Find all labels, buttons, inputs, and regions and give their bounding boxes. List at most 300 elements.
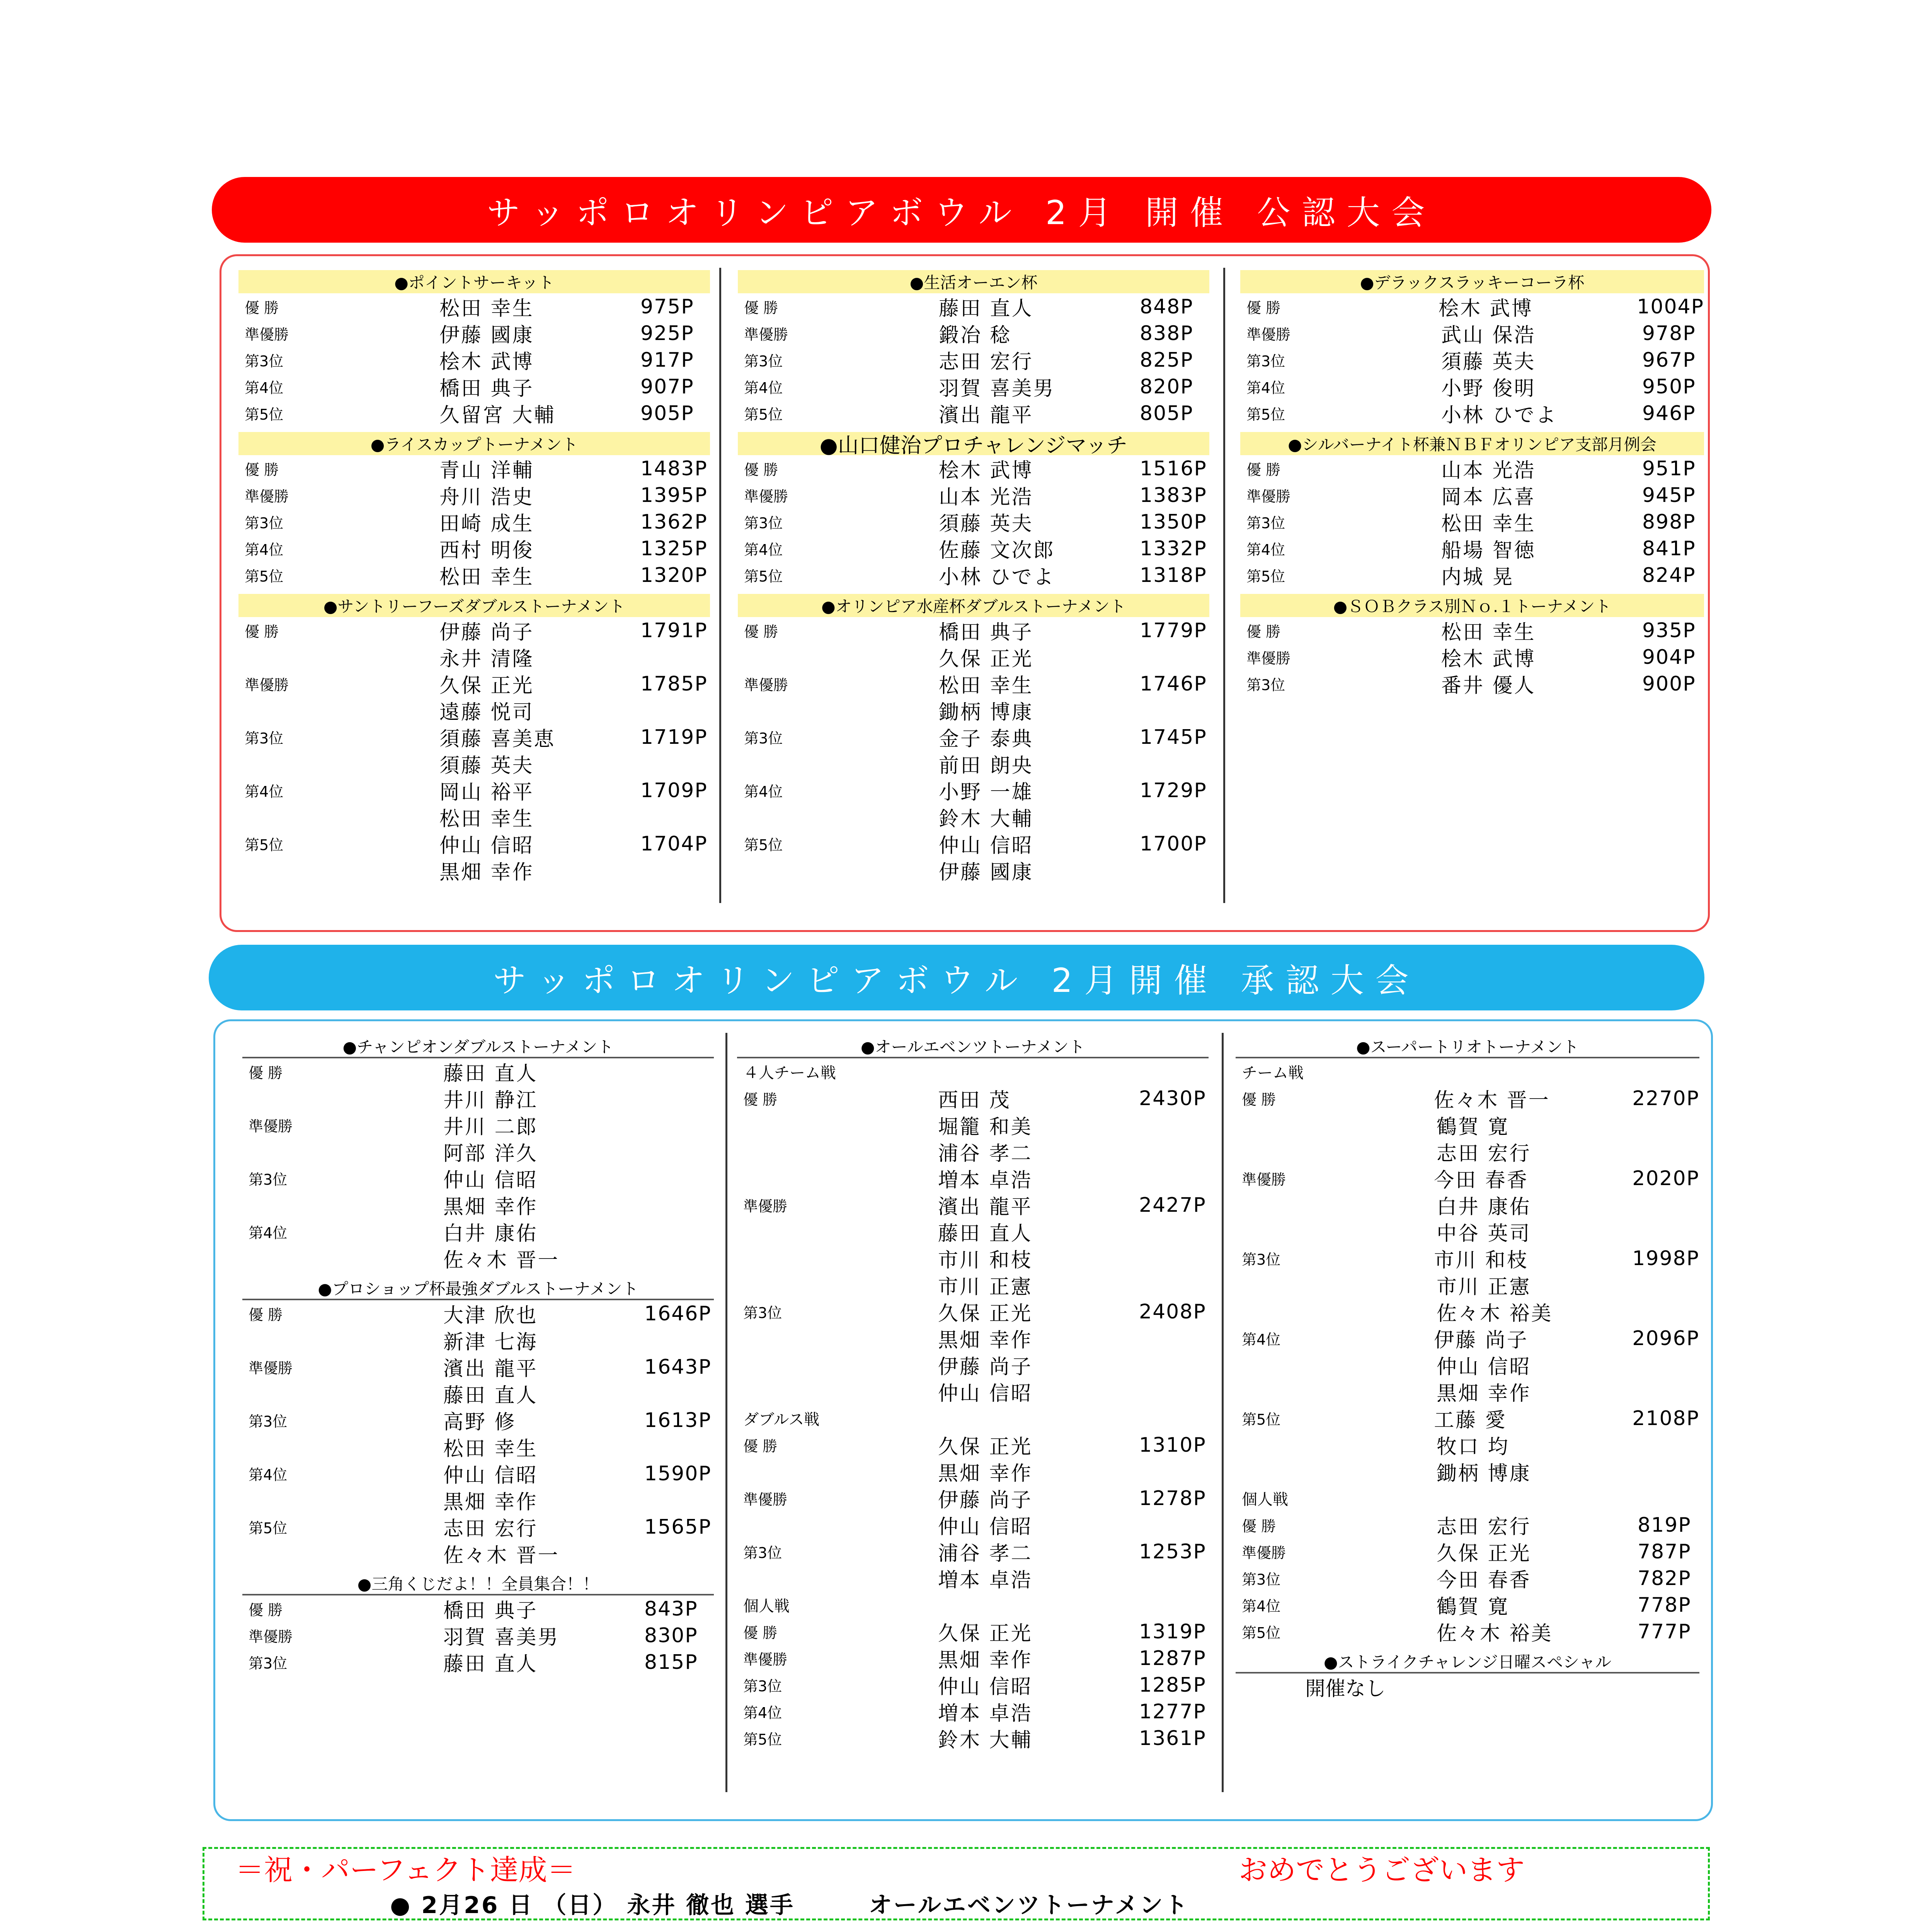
player-name: 藤田 直人 bbox=[443, 1062, 538, 1085]
result-row bbox=[1236, 1298, 1699, 1325]
tournament-name: ●ＳＯＢクラス別Ｎｏ.１トーナメント bbox=[1240, 594, 1704, 617]
result-row bbox=[238, 509, 710, 535]
result-row bbox=[737, 1245, 1209, 1272]
player-name: 仲山 信昭 bbox=[939, 834, 1033, 857]
rank-label: 第4位 bbox=[245, 541, 284, 558]
player-name: 志田 宏行 bbox=[443, 1517, 538, 1541]
score: 1383P bbox=[1140, 483, 1207, 507]
player-name: 黒畑 幸作 bbox=[443, 1491, 538, 1514]
rank-label: 第3位 bbox=[744, 515, 783, 532]
score: 2270P bbox=[1632, 1087, 1699, 1110]
rank-label: 第4位 bbox=[743, 1704, 782, 1721]
score: 1746P bbox=[1140, 672, 1207, 696]
result-row bbox=[242, 1327, 714, 1354]
rank-label: 第5位 bbox=[744, 837, 783, 854]
player-name: 伊藤 國康 bbox=[939, 861, 1033, 884]
score: 967P bbox=[1642, 348, 1696, 372]
score: 950P bbox=[1642, 375, 1696, 398]
score: 778P bbox=[1638, 1593, 1691, 1617]
player-name: 濱出 龍平 bbox=[939, 404, 1033, 427]
score: 1745P bbox=[1140, 725, 1207, 749]
result-row bbox=[1240, 482, 1704, 509]
result-row bbox=[738, 509, 1209, 535]
player-name: 久保 正光 bbox=[939, 648, 1033, 671]
result-row bbox=[738, 724, 1209, 750]
result-row bbox=[737, 1618, 1209, 1645]
rank-label: 第3位 bbox=[743, 1678, 782, 1695]
division-label: ダブルス戦 bbox=[743, 1411, 820, 1429]
result-row bbox=[242, 1514, 714, 1540]
result-row bbox=[238, 644, 710, 670]
rank-label: 第5位 bbox=[245, 568, 284, 585]
result-row bbox=[1236, 1378, 1699, 1405]
player-name: 舟川 浩史 bbox=[439, 486, 534, 509]
rank-label: 優 勝 bbox=[1246, 461, 1281, 478]
result-row bbox=[738, 320, 1209, 347]
result-row bbox=[738, 644, 1209, 670]
rank-label: 準優勝 bbox=[743, 1491, 788, 1508]
player-name: 西村 明俊 bbox=[439, 539, 534, 562]
rank-label: 第4位 bbox=[245, 379, 284, 396]
rank-label: 第3位 bbox=[1242, 1251, 1281, 1268]
result-row bbox=[1240, 670, 1704, 697]
result-row bbox=[242, 1595, 714, 1622]
score: 1362P bbox=[640, 510, 708, 534]
rank-label: 優 勝 bbox=[245, 623, 279, 640]
player-name: 増本 卓浩 bbox=[938, 1702, 1033, 1725]
rank-label: 準優勝 bbox=[1246, 326, 1291, 343]
rank-label: 第5位 bbox=[744, 568, 783, 585]
player-name: 黒畑 幸作 bbox=[938, 1329, 1033, 1352]
rank-label: 優 勝 bbox=[1242, 1091, 1276, 1108]
result-row bbox=[1236, 1565, 1699, 1592]
result-row bbox=[242, 1300, 714, 1327]
result-row bbox=[242, 1085, 714, 1112]
rank-label: 準優勝 bbox=[245, 326, 289, 343]
rank-label: 第3位 bbox=[744, 730, 783, 747]
result-row bbox=[737, 1165, 1209, 1192]
tournament-name: ●スーパートリオトーナメント bbox=[1236, 1035, 1699, 1058]
rank-label: 準優勝 bbox=[743, 1198, 788, 1215]
result-row bbox=[242, 1058, 714, 1085]
rank-label: 第5位 bbox=[743, 1731, 782, 1748]
result-row bbox=[242, 1112, 714, 1138]
player-name: 濱出 龍平 bbox=[938, 1196, 1033, 1219]
rank-label: 第5位 bbox=[1242, 1624, 1281, 1641]
result-row bbox=[238, 535, 710, 562]
player-name: 市川 正憲 bbox=[1437, 1276, 1531, 1299]
player-name: 藤田 直人 bbox=[939, 297, 1033, 320]
result-row bbox=[242, 1354, 714, 1380]
results-column bbox=[242, 1030, 714, 1675]
result-row bbox=[238, 857, 710, 884]
result-row bbox=[242, 1622, 714, 1649]
player-name: 岡本 広喜 bbox=[1441, 486, 1536, 509]
player-name: 仲山 信昭 bbox=[443, 1464, 538, 1487]
score: 1278P bbox=[1139, 1486, 1206, 1510]
result-row bbox=[737, 1565, 1209, 1592]
result-row bbox=[738, 697, 1209, 724]
rank-label: 優 勝 bbox=[743, 1624, 778, 1641]
player-name: 志田 宏行 bbox=[939, 350, 1033, 374]
player-name: 久保 正光 bbox=[1437, 1542, 1531, 1565]
result-row bbox=[738, 347, 1209, 373]
rank-label: 優 勝 bbox=[744, 299, 778, 316]
result-row bbox=[1236, 1618, 1699, 1645]
rank-label: 優 勝 bbox=[245, 461, 279, 478]
tournament-name: ●三角くじだよ！！全員集合！！ bbox=[242, 1572, 714, 1595]
rank-label: 第3位 bbox=[1246, 677, 1285, 694]
player-name: 黒畑 幸作 bbox=[938, 1462, 1033, 1485]
result-row bbox=[1240, 562, 1704, 588]
score: 945P bbox=[1642, 483, 1696, 507]
player-name: 小野 一雄 bbox=[939, 781, 1033, 804]
approved-tournament-banner: サッポロオリンピアボウル 2月開催 承認大会 bbox=[209, 945, 1704, 1010]
player-name: 黒畑 幸作 bbox=[443, 1196, 538, 1219]
result-row bbox=[1236, 1458, 1699, 1485]
note-row bbox=[1236, 1673, 1699, 1700]
result-row bbox=[1236, 1165, 1699, 1192]
rank-label: 第3位 bbox=[245, 730, 284, 747]
rank-label: 第5位 bbox=[1246, 406, 1285, 423]
player-name: 仲山 信昭 bbox=[439, 834, 534, 857]
approved-results-panel bbox=[213, 1019, 1713, 1821]
score: 905P bbox=[640, 401, 694, 425]
score: 1320P bbox=[640, 563, 708, 587]
player-name: 橋田 典子 bbox=[939, 621, 1033, 644]
result-row bbox=[238, 320, 710, 347]
score: 951P bbox=[1642, 457, 1696, 480]
result-row bbox=[238, 830, 710, 857]
score: 1791P bbox=[640, 619, 708, 642]
player-name: 堀籠 和美 bbox=[938, 1116, 1033, 1139]
rank-label: 優 勝 bbox=[744, 461, 778, 478]
rank-label: 第4位 bbox=[744, 783, 783, 800]
player-name: 今田 春香 bbox=[1437, 1569, 1531, 1592]
result-row bbox=[738, 750, 1209, 777]
rank-label: 第3位 bbox=[245, 353, 284, 370]
player-name: 佐藤 文次郎 bbox=[939, 539, 1055, 562]
score: 1516P bbox=[1140, 457, 1207, 480]
player-name: 武山 保浩 bbox=[1441, 324, 1536, 347]
result-row bbox=[737, 1218, 1209, 1245]
division-label: ４人チーム戦 bbox=[743, 1064, 836, 1082]
result-row bbox=[242, 1540, 714, 1567]
player-name: 佐々木 裕美 bbox=[1437, 1302, 1553, 1325]
player-name: 藤田 直人 bbox=[938, 1222, 1033, 1245]
player-name: 浦谷 孝二 bbox=[938, 1142, 1033, 1165]
result-row bbox=[238, 482, 710, 509]
player-name: 志田 宏行 bbox=[1437, 1515, 1531, 1539]
score: 1361P bbox=[1139, 1726, 1206, 1750]
result-row bbox=[238, 400, 710, 427]
score: 820P bbox=[1140, 375, 1193, 398]
player-name: 前田 朗央 bbox=[939, 754, 1033, 777]
rank-label: 優 勝 bbox=[249, 1306, 283, 1323]
result-row bbox=[1240, 509, 1704, 535]
rank-label: 第4位 bbox=[744, 379, 783, 396]
perfect-title: ＝祝・パーフェクト達成＝ bbox=[235, 1854, 576, 1887]
player-name: 鶴賀 寛 bbox=[1437, 1595, 1510, 1619]
player-name: 今田 春香 bbox=[1434, 1169, 1529, 1192]
result-row bbox=[738, 777, 1209, 804]
result-row bbox=[238, 804, 710, 830]
player-name: 市川 和枝 bbox=[1434, 1249, 1529, 1272]
rank-label: 準優勝 bbox=[744, 677, 788, 694]
score: 830P bbox=[644, 1624, 698, 1647]
results-column bbox=[737, 1030, 1209, 1752]
score: 1483P bbox=[640, 457, 708, 480]
result-row bbox=[738, 670, 1209, 697]
score: 1285P bbox=[1139, 1673, 1206, 1697]
official-tournament-banner: サッポロオリンピアボウル 2月 開催 公認大会 bbox=[212, 177, 1711, 243]
rank-label: 優 勝 bbox=[1246, 623, 1281, 640]
result-row bbox=[1236, 1272, 1699, 1298]
result-row bbox=[737, 1192, 1209, 1218]
player-name: 永井 清隆 bbox=[439, 648, 534, 671]
rank-label: 優 勝 bbox=[743, 1091, 778, 1108]
rank-label: 第4位 bbox=[245, 783, 284, 800]
result-row bbox=[737, 1698, 1209, 1725]
score: 1310P bbox=[1139, 1433, 1206, 1457]
score: 819P bbox=[1638, 1513, 1691, 1537]
score: 975P bbox=[640, 295, 694, 318]
player-name: 須藤 英夫 bbox=[1441, 350, 1536, 374]
result-row bbox=[738, 535, 1209, 562]
score: 1590P bbox=[644, 1462, 712, 1485]
rank-label: 準優勝 bbox=[1246, 650, 1291, 667]
player-name: 阿部 洋久 bbox=[443, 1142, 538, 1165]
player-name: 西田 茂 bbox=[938, 1089, 1011, 1112]
result-row bbox=[238, 347, 710, 373]
results-column bbox=[738, 265, 1209, 884]
score: 1253P bbox=[1139, 1540, 1206, 1563]
player-name: 山本 光浩 bbox=[1441, 459, 1536, 482]
player-name: 須藤 英夫 bbox=[939, 512, 1033, 536]
score: 1277P bbox=[1139, 1700, 1206, 1723]
score: 2430P bbox=[1139, 1087, 1206, 1110]
rank-label: 第5位 bbox=[1246, 568, 1285, 585]
tournament-name: ●生活オーエン杯 bbox=[738, 270, 1209, 293]
result-row bbox=[1236, 1218, 1699, 1245]
player-name: 松田 幸生 bbox=[1441, 621, 1536, 644]
player-name: 橋田 典子 bbox=[439, 377, 534, 400]
result-row bbox=[737, 1112, 1209, 1138]
score: 841P bbox=[1642, 537, 1696, 560]
result-row bbox=[242, 1460, 714, 1487]
player-name: 久保 正光 bbox=[938, 1622, 1033, 1645]
result-row bbox=[1240, 644, 1704, 670]
result-row bbox=[238, 562, 710, 588]
rank-label: 優 勝 bbox=[249, 1065, 283, 1082]
score: 1318P bbox=[1140, 563, 1207, 587]
player-name: 高野 修 bbox=[443, 1411, 516, 1434]
player-name: 内城 晃 bbox=[1441, 566, 1514, 589]
result-row bbox=[738, 293, 1209, 320]
score: 1287P bbox=[1139, 1646, 1206, 1670]
result-row bbox=[737, 1485, 1209, 1512]
result-row bbox=[1236, 1352, 1699, 1378]
rank-label: 準優勝 bbox=[249, 1118, 293, 1135]
score: 1779P bbox=[1140, 619, 1207, 642]
score: 1350P bbox=[1140, 510, 1207, 534]
score: 1565P bbox=[644, 1515, 712, 1539]
rank-label: 第4位 bbox=[1242, 1598, 1281, 1615]
result-row bbox=[737, 1138, 1209, 1165]
player-name: 伊藤 尚子 bbox=[439, 621, 534, 644]
official-results-panel bbox=[220, 254, 1710, 932]
player-name: 牧口 均 bbox=[1437, 1435, 1510, 1459]
rank-label: 優 勝 bbox=[743, 1438, 778, 1455]
result-row bbox=[737, 1432, 1209, 1458]
result-row bbox=[238, 293, 710, 320]
result-row bbox=[738, 617, 1209, 644]
result-row bbox=[1240, 347, 1704, 373]
result-row bbox=[738, 857, 1209, 884]
division-label: チーム戦 bbox=[1242, 1064, 1304, 1082]
score: 1700P bbox=[1140, 832, 1207, 855]
rank-label: 優 勝 bbox=[1242, 1518, 1276, 1535]
rank-label: 第3位 bbox=[743, 1544, 782, 1561]
tournament-name: ●シルバーナイト杯兼ＮＢＦオリンピア支部月例会 bbox=[1240, 432, 1704, 455]
score: 848P bbox=[1140, 295, 1193, 318]
result-row bbox=[737, 1672, 1209, 1698]
result-row bbox=[1236, 1538, 1699, 1565]
result-row bbox=[1240, 400, 1704, 427]
player-name: 増本 卓浩 bbox=[938, 1169, 1033, 1192]
score: 925P bbox=[640, 321, 694, 345]
result-row bbox=[238, 697, 710, 724]
player-name: 遠藤 悦司 bbox=[439, 701, 534, 724]
player-name: 佐々木 晋一 bbox=[1434, 1089, 1550, 1112]
score: 1646P bbox=[644, 1302, 712, 1325]
result-row bbox=[238, 750, 710, 777]
score: 1643P bbox=[644, 1355, 712, 1379]
score: 1004P bbox=[1637, 295, 1704, 318]
player-name: 小野 俊明 bbox=[1441, 377, 1536, 400]
player-name: 井川 静江 bbox=[443, 1089, 538, 1112]
score: 1998P bbox=[1632, 1247, 1699, 1270]
perfect-game-notice bbox=[203, 1847, 1710, 1920]
player-name: 佐々木 晋一 bbox=[443, 1544, 560, 1567]
score: 777P bbox=[1638, 1620, 1691, 1643]
player-name: 桧木 武博 bbox=[939, 459, 1033, 482]
rank-label: 優 勝 bbox=[744, 623, 778, 640]
player-name: 志田 宏行 bbox=[1437, 1142, 1531, 1165]
score: 843P bbox=[644, 1597, 698, 1621]
division-label: 個人戦 bbox=[743, 1597, 790, 1615]
player-name: 鈴木 大輔 bbox=[939, 808, 1033, 831]
player-name: 藤田 直人 bbox=[443, 1653, 538, 1676]
rank-label: 第5位 bbox=[249, 1520, 288, 1537]
player-name: 須藤 喜美恵 bbox=[439, 728, 556, 751]
player-name: 久保 正光 bbox=[938, 1435, 1033, 1459]
rank-label: 第4位 bbox=[249, 1466, 288, 1483]
player-name: 岡山 裕平 bbox=[439, 781, 534, 804]
score: 904P bbox=[1642, 645, 1696, 669]
result-row bbox=[737, 1298, 1209, 1325]
rank-label: 準優勝 bbox=[744, 488, 788, 505]
score: 935P bbox=[1642, 619, 1696, 642]
score: 2020P bbox=[1632, 1167, 1699, 1190]
score: 838P bbox=[1140, 321, 1193, 345]
result-row bbox=[242, 1165, 714, 1192]
player-name: 伊藤 尚子 bbox=[938, 1355, 1033, 1379]
rank-label: 準優勝 bbox=[245, 677, 289, 694]
player-name: 黒畑 幸作 bbox=[938, 1649, 1033, 1672]
rank-label: 第3位 bbox=[744, 353, 783, 370]
player-name: 中谷 英司 bbox=[1437, 1222, 1531, 1245]
note-text: 開催なし bbox=[1305, 1677, 1386, 1701]
result-row bbox=[737, 1458, 1209, 1485]
rank-label: 第4位 bbox=[1246, 379, 1285, 396]
player-name: 青山 洋輔 bbox=[439, 459, 534, 482]
score: 946P bbox=[1642, 401, 1696, 425]
rank-label: 準優勝 bbox=[743, 1651, 788, 1668]
score: 1709P bbox=[640, 779, 708, 802]
player-name: 田崎 成生 bbox=[439, 512, 534, 536]
result-row bbox=[1236, 1432, 1699, 1458]
score: 824P bbox=[1642, 563, 1696, 587]
score: 787P bbox=[1638, 1540, 1691, 1563]
rank-label: 第3位 bbox=[743, 1304, 782, 1321]
rank-label: 第4位 bbox=[1242, 1331, 1281, 1348]
result-row bbox=[1236, 1138, 1699, 1165]
tournament-name: ●ライスカップトーナメント bbox=[238, 432, 710, 455]
result-row bbox=[737, 1725, 1209, 1752]
rank-label: 第3位 bbox=[1246, 515, 1285, 532]
player-name: 仲山 信昭 bbox=[938, 1675, 1033, 1699]
result-row bbox=[1236, 1112, 1699, 1138]
player-name: 市川 正憲 bbox=[938, 1276, 1033, 1299]
score: 1704P bbox=[640, 832, 708, 855]
player-name: 船場 智徳 bbox=[1441, 539, 1536, 562]
result-row bbox=[1240, 617, 1704, 644]
player-name: 桧木 武博 bbox=[439, 350, 534, 374]
tournament-name: ●サントリーフーズダブルストーナメント bbox=[238, 594, 710, 617]
player-name: 桧木 武博 bbox=[1441, 648, 1536, 671]
result-row bbox=[737, 1645, 1209, 1672]
score: 1332P bbox=[1140, 537, 1207, 560]
result-row bbox=[1236, 1192, 1699, 1218]
rank-label: 準優勝 bbox=[1242, 1544, 1286, 1561]
player-name: 黒畑 幸作 bbox=[1437, 1382, 1531, 1405]
score: 2096P bbox=[1632, 1327, 1699, 1350]
rank-label: 優 勝 bbox=[249, 1602, 283, 1619]
rank-label: 第4位 bbox=[744, 541, 783, 558]
result-row bbox=[737, 1325, 1209, 1352]
result-row bbox=[1240, 455, 1704, 482]
player-name: 松田 幸生 bbox=[443, 1437, 538, 1461]
division-label: 個人戦 bbox=[1242, 1491, 1288, 1509]
result-row bbox=[238, 373, 710, 400]
result-row bbox=[737, 1352, 1209, 1378]
player-name: 鋤柄 博康 bbox=[939, 701, 1033, 724]
player-name: 仲山 信昭 bbox=[938, 1515, 1033, 1539]
player-name: 白井 康佑 bbox=[1437, 1196, 1531, 1219]
result-row bbox=[238, 670, 710, 697]
result-row bbox=[242, 1218, 714, 1245]
result-row bbox=[737, 1538, 1209, 1565]
score: 978P bbox=[1642, 321, 1696, 345]
player-name: 工藤 愛 bbox=[1434, 1409, 1507, 1432]
player-name: 小林 ひでよ bbox=[1441, 404, 1558, 427]
score: 825P bbox=[1140, 348, 1193, 372]
result-row bbox=[738, 562, 1209, 588]
score: 1785P bbox=[640, 672, 708, 696]
player-name: 濱出 龍平 bbox=[443, 1357, 538, 1381]
result-row bbox=[738, 455, 1209, 482]
